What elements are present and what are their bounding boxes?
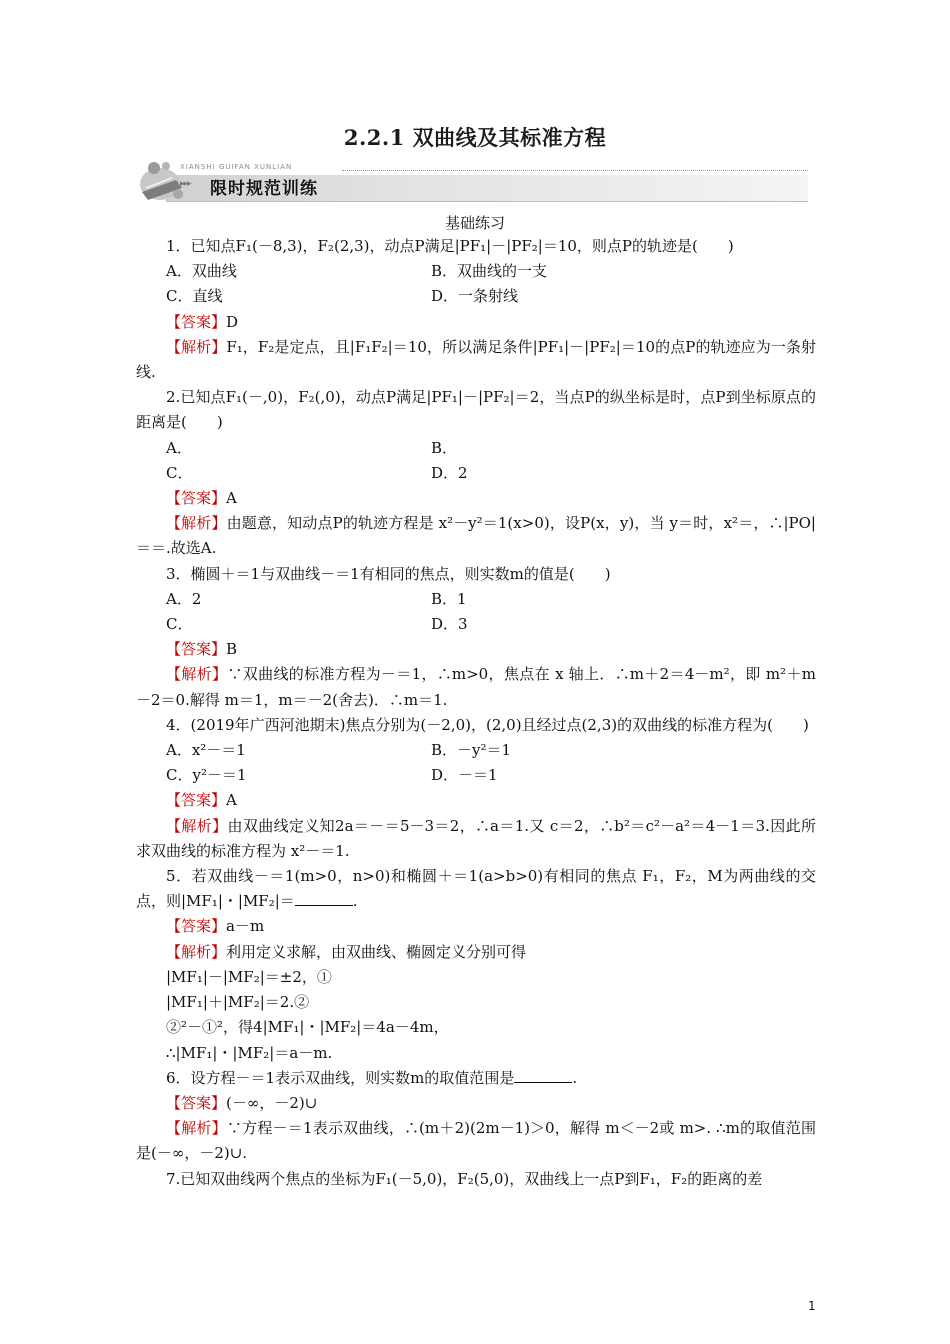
q1-analysis-text: F₁，F₂是定点，且|F₁F₂|＝10，所以满足条件|PF₁|－|PF₂|＝10的点P的轨迹应为一条射线. [136, 337, 816, 382]
answer-tag: 【答案】 [166, 640, 227, 659]
exercise-content [136, 234, 816, 1192]
q1-stem: 1．已知点F₁(－8,3)，F₂(2,3)，动点P满足|PF₁|－|PF₂|＝10，则点P的轨迹是( ) [166, 237, 734, 255]
q6-stem-end: . [572, 1068, 578, 1087]
q4-options-row-1 [136, 738, 816, 763]
q4-option-b: B．－y²＝1 [431, 741, 512, 760]
q3-options-row-2 [136, 612, 816, 637]
q1-options-row-1 [136, 259, 816, 284]
q5-analysis-line-1: |MF₁|－|MF₂|＝±2，① [166, 967, 332, 986]
answer-tag: 【答案】 [166, 312, 227, 331]
q3-option-a: A．2 [166, 589, 202, 608]
q4-analysis [136, 814, 816, 864]
q5-analysis [136, 940, 816, 965]
q7-stem: 7.已知双曲线两个焦点的坐标为F₁(－5,0)，F₂(5,0)，双曲线上一点P到F₁，F₂的距离的差 [166, 1169, 763, 1188]
q6-answer [136, 1091, 816, 1116]
q5-analysis-line-2: |MF₁|＋|MF₂|＝2.② [166, 993, 310, 1012]
analysis-tag: 【解析】 [166, 337, 227, 356]
q4-option-a: A．x²－＝1 [166, 741, 246, 760]
q1-options-row-2 [136, 284, 816, 309]
q3-option-b: B．1 [431, 589, 467, 608]
q4-analysis-text: 由双曲线定义知2a＝－＝5－3＝2，∴a＝1.又 c＝2，∴b²＝c²－a²＝4－1＝3.因此所求双曲线的标准方程为 x²－＝1. [136, 816, 816, 860]
q6-analysis [136, 1116, 816, 1166]
q5-blank [295, 891, 353, 906]
banner-label: 限时规范训练 [210, 179, 318, 199]
q4-options-row-2 [136, 763, 816, 788]
answer-tag: 【答案】 [166, 1093, 227, 1112]
q6-analysis-text: ∵方程－＝1表示双曲线，∴(m＋2)(2m－1)＞0，解得 m＜－2或 m>. ∴m的取值范围是(－∞，－2)∪. [136, 1119, 816, 1163]
banner-dotted-line [342, 170, 808, 171]
q3-option-d: D．3 [431, 615, 468, 634]
q2-analysis [136, 511, 816, 561]
q6-blank [514, 1068, 572, 1083]
q5-stem [136, 864, 816, 914]
q2-answer [136, 486, 816, 511]
q4-answer [136, 788, 816, 813]
banner-pinyin: XIANSHI GUIFAN XUNLIAN [180, 163, 293, 171]
q4-option-c: C．y²－＝1 [166, 766, 247, 785]
q2-analysis-text: 由题意，知动点P的轨迹方程是 x²－y²＝1(x>0)，设P(x，y)，当 y＝时，x²＝，∴|PO|＝＝.故选A. [136, 514, 816, 558]
q2-options-row-1 [136, 436, 816, 461]
q5-analysis-text: 利用定义求解，由双曲线、椭圆定义分别可得 [226, 942, 527, 961]
q3-answer-value: B [226, 640, 238, 659]
q2-option-c: C． [166, 463, 193, 482]
q5-analysis-line-3: ②²－①²，得4|MF₁|・|MF₂|＝4a－4m， [166, 1018, 449, 1037]
document-title: 2.2.1 双曲线及其标准方程 [343, 125, 607, 150]
analysis-tag: 【解析】 [166, 665, 228, 684]
q6-stem [136, 1066, 816, 1091]
q1-answer [136, 310, 816, 335]
section-banner [136, 158, 808, 206]
q3-analysis [136, 662, 816, 712]
q3-stem: 3．椭圆＋＝1与双曲线－＝1有相同的焦点，则实数m的值是( ) [166, 564, 611, 583]
q2-stem: 2.已知点F₁(－,0)，F₂(,0)，动点P满足|PF₁|－|PF₂|＝2，当点P的纵坐标是时，点P到坐标原点的距离是( ) [136, 388, 816, 432]
q2-options-row-2 [136, 461, 816, 486]
q1-option-b: B．双曲线的一支 [431, 262, 548, 281]
q2-option-d: D．2 [431, 463, 468, 482]
q5-stem-text: 5．若双曲线－＝1(m>0，n>0)和椭圆＋＝1(a>b>0)有相同的焦点 F₁，F₂，M为两曲线的交点，则|MF₁|・|MF₂|＝ [136, 867, 816, 911]
q5-answer-value: a－m [226, 917, 265, 936]
q4-answer-value: A [226, 791, 237, 810]
answer-tag: 【答案】 [166, 489, 227, 508]
analysis-tag: 【解析】 [166, 514, 227, 533]
q1-option-a: A．双曲线 [166, 262, 237, 281]
q5-answer [136, 914, 816, 939]
q1-option-c: C．直线 [166, 287, 223, 306]
q1-analysis [136, 335, 816, 385]
page-number: 1 [808, 1299, 816, 1313]
q6-answer-value: (－∞，－2)∪ [226, 1093, 318, 1112]
section-title: 基础练习 [444, 214, 505, 232]
q3-answer [136, 637, 816, 662]
q4-stem: 4．(2019年广西河池期末)焦点分别为(－2,0)，(2,0)且经过点(2,3)的双曲线的标准方程为( ) [166, 715, 809, 734]
q2-option-a: A． [166, 438, 192, 457]
q3-option-c: C． [166, 615, 193, 634]
q5-stem-end: . [352, 892, 358, 911]
answer-tag: 【答案】 [166, 791, 227, 810]
q1-answer-value: D [226, 312, 239, 331]
analysis-tag: 【解析】 [166, 1119, 227, 1138]
q3-analysis-text: ∵双曲线的标准方程为－＝1，∴m>0，焦点在 x 轴上．∴m＋2＝4－m²，即 m²＋m－2＝0.解得 m＝1，m＝－2(舍去)．∴m＝1. [136, 665, 816, 709]
analysis-tag: 【解析】 [166, 942, 227, 961]
q1-option-d: D．一条射线 [431, 287, 519, 306]
q3-options-row-1 [136, 587, 816, 612]
q2-answer-value: A [226, 489, 237, 508]
q2-option-b: B． [431, 438, 458, 457]
banner-arrows: ▸▸▸ [180, 179, 191, 189]
q6-stem-text: 6．设方程－＝1表示双曲线，则实数m的取值范围是 [166, 1068, 515, 1087]
analysis-tag: 【解析】 [166, 816, 228, 835]
answer-tag: 【答案】 [166, 917, 227, 936]
q5-analysis-line-4: ∴|MF₁|・|MF₂|＝a－m. [166, 1043, 333, 1062]
q4-option-d: D．－＝1 [431, 766, 498, 785]
